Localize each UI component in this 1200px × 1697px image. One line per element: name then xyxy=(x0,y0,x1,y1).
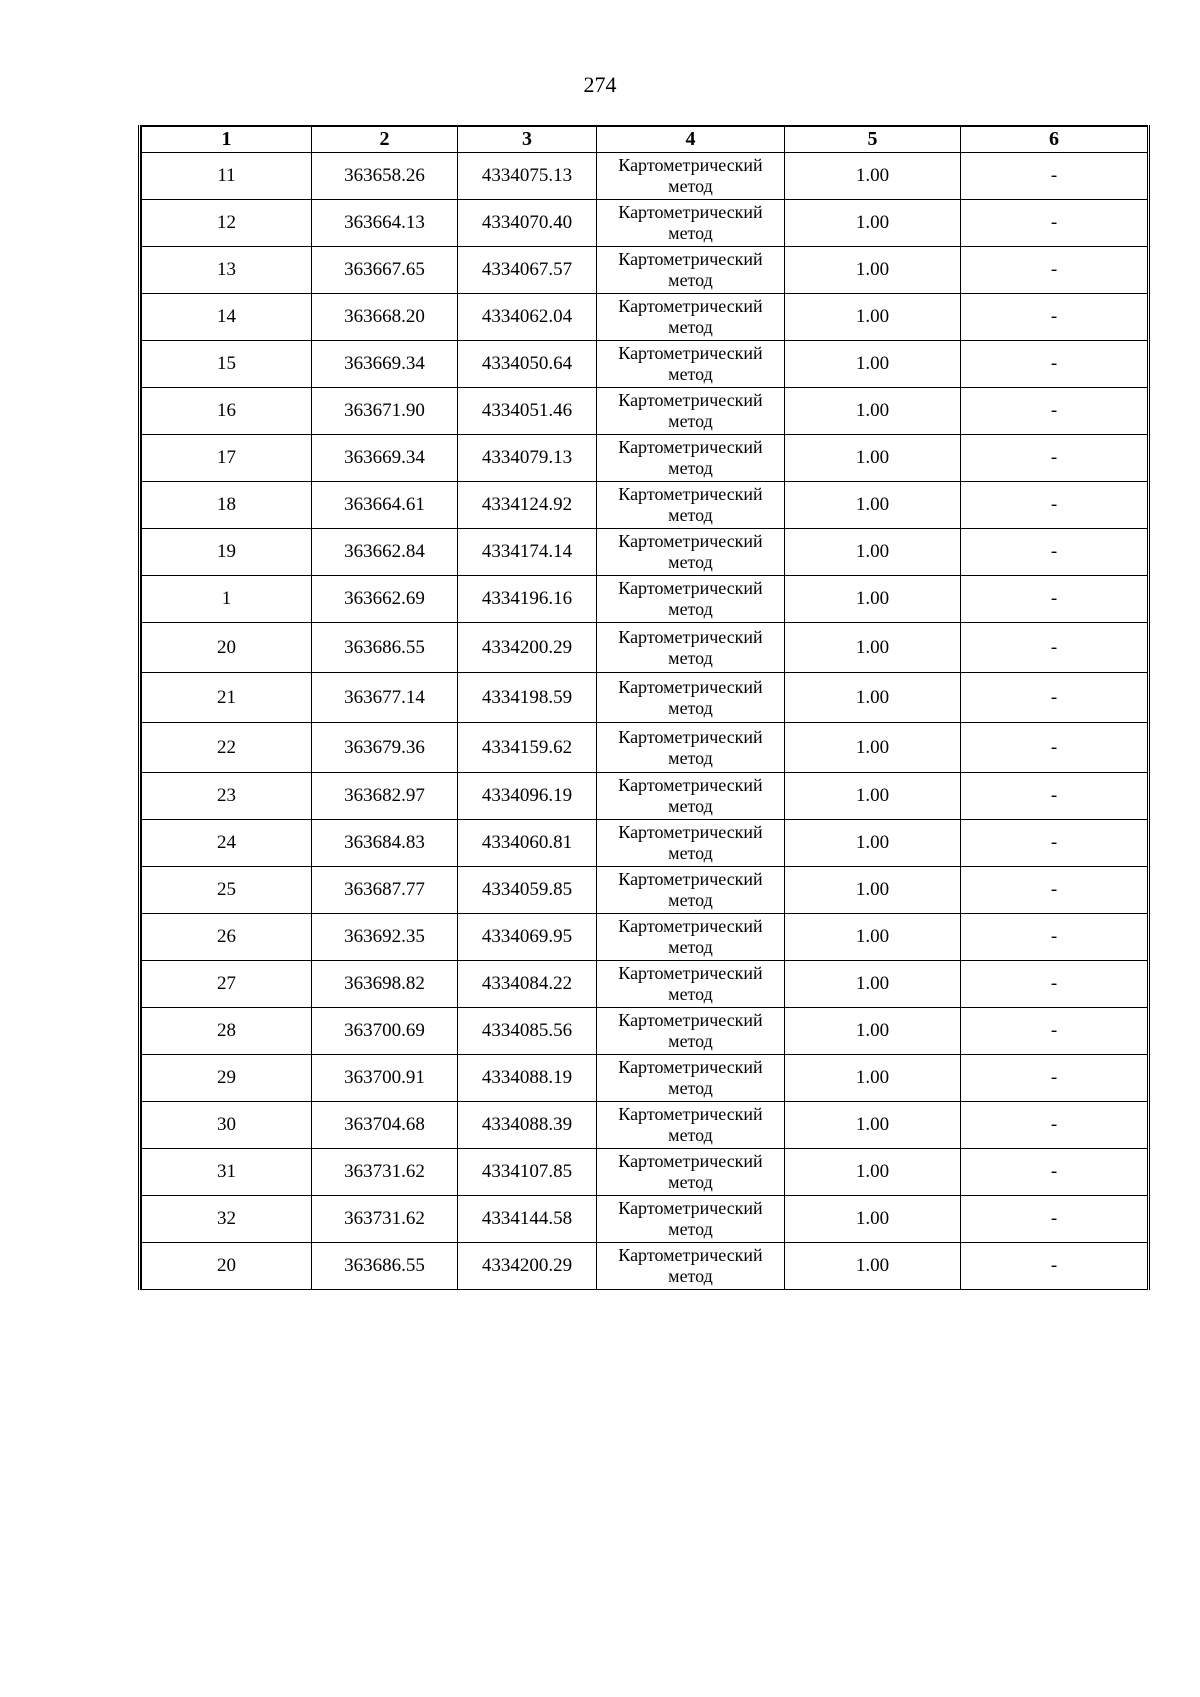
x-coordinate-cell: 363698.82 xyxy=(312,961,458,1008)
note-cell: - xyxy=(961,482,1148,529)
method-text-line: метод xyxy=(668,458,713,478)
column-header-5: 5 xyxy=(785,126,961,153)
point-number-cell: 20 xyxy=(142,1243,312,1290)
note-cell: - xyxy=(961,576,1148,623)
method-text-line: метод xyxy=(668,364,713,384)
method-text-line: Картометрический xyxy=(618,1057,763,1077)
table-row xyxy=(142,482,1148,529)
y-coordinate-cell: 4334088.39 xyxy=(458,1102,597,1149)
page-number: 274 xyxy=(583,72,617,97)
method-text-line: Картометрический xyxy=(618,202,763,222)
accuracy-cell: 1.00 xyxy=(785,673,961,723)
x-coordinate-cell: 363731.62 xyxy=(312,1196,458,1243)
y-coordinate-cell: 4334079.13 xyxy=(458,435,597,482)
accuracy-cell: 1.00 xyxy=(785,1055,961,1102)
note-cell: - xyxy=(961,1243,1148,1290)
coordinates-table xyxy=(141,125,1148,1290)
point-number-cell: 18 xyxy=(142,482,312,529)
accuracy-cell: 1.00 xyxy=(785,576,961,623)
point-number-cell: 28 xyxy=(142,1008,312,1055)
column-header-3: 3 xyxy=(458,126,597,153)
method-text-line: метод xyxy=(668,984,713,1004)
note-cell: - xyxy=(961,867,1148,914)
y-coordinate-cell: 4334196.16 xyxy=(458,576,597,623)
table-row xyxy=(142,153,1148,200)
x-coordinate-cell: 363669.34 xyxy=(312,341,458,388)
x-coordinate-cell: 363704.68 xyxy=(312,1102,458,1149)
x-coordinate-cell: 363662.69 xyxy=(312,576,458,623)
column-header-1: 1 xyxy=(142,126,312,153)
x-coordinate-cell: 363692.35 xyxy=(312,914,458,961)
method-text-line: Картометрический xyxy=(618,1010,763,1030)
method-text-line: метод xyxy=(668,843,713,863)
table-row xyxy=(142,1149,1148,1196)
point-number-cell: 15 xyxy=(142,341,312,388)
x-coordinate-cell: 363668.20 xyxy=(312,294,458,341)
method-text-line: Картометрический xyxy=(618,1151,763,1171)
method-cell xyxy=(597,820,785,867)
method-text-line: метод xyxy=(668,505,713,525)
point-number-cell: 26 xyxy=(142,914,312,961)
accuracy-cell: 1.00 xyxy=(785,1243,961,1290)
accuracy-cell: 1.00 xyxy=(785,482,961,529)
column-header-6: 6 xyxy=(961,126,1148,153)
accuracy-cell: 1.00 xyxy=(785,867,961,914)
x-coordinate-cell: 363671.90 xyxy=(312,388,458,435)
method-text-line: метод xyxy=(668,317,713,337)
method-text-line: метод xyxy=(668,1078,713,1098)
method-text-line: Картометрический xyxy=(618,249,763,269)
y-coordinate-cell: 4334200.29 xyxy=(458,623,597,673)
method-text-line: Картометрический xyxy=(618,916,763,936)
point-number-cell: 12 xyxy=(142,200,312,247)
method-text-line: Картометрический xyxy=(618,1245,763,1265)
note-cell: - xyxy=(961,247,1148,294)
table-row xyxy=(142,914,1148,961)
table-row xyxy=(142,1008,1148,1055)
y-coordinate-cell: 4334174.14 xyxy=(458,529,597,576)
accuracy-cell: 1.00 xyxy=(785,773,961,820)
x-coordinate-cell: 363669.34 xyxy=(312,435,458,482)
table-body xyxy=(142,153,1148,1290)
method-cell xyxy=(597,388,785,435)
point-number-cell: 14 xyxy=(142,294,312,341)
x-coordinate-cell: 363700.69 xyxy=(312,1008,458,1055)
method-text-line: метод xyxy=(668,1031,713,1051)
note-cell: - xyxy=(961,435,1148,482)
y-coordinate-cell: 4334051.46 xyxy=(458,388,597,435)
method-cell xyxy=(597,961,785,1008)
point-number-cell: 22 xyxy=(142,723,312,773)
point-number-cell: 21 xyxy=(142,673,312,723)
table-row xyxy=(142,435,1148,482)
method-text-line: метод xyxy=(668,890,713,910)
method-text-line: метод xyxy=(668,747,713,768)
point-number-cell: 27 xyxy=(142,961,312,1008)
y-coordinate-cell: 4334096.19 xyxy=(458,773,597,820)
x-coordinate-cell: 363658.26 xyxy=(312,153,458,200)
method-text-line: Картометрический xyxy=(618,822,763,842)
x-coordinate-cell: 363687.77 xyxy=(312,867,458,914)
x-coordinate-cell: 363682.97 xyxy=(312,773,458,820)
x-coordinate-cell: 363686.55 xyxy=(312,623,458,673)
method-text-line: Картометрический xyxy=(618,343,763,363)
y-coordinate-cell: 4334107.85 xyxy=(458,1149,597,1196)
accuracy-cell: 1.00 xyxy=(785,961,961,1008)
table-row xyxy=(142,1196,1148,1243)
point-number-cell: 1 xyxy=(142,576,312,623)
method-cell xyxy=(597,673,785,723)
x-coordinate-cell: 363662.84 xyxy=(312,529,458,576)
note-cell: - xyxy=(961,961,1148,1008)
x-coordinate-cell: 363684.83 xyxy=(312,820,458,867)
note-cell: - xyxy=(961,1008,1148,1055)
y-coordinate-cell: 4334060.81 xyxy=(458,820,597,867)
y-coordinate-cell: 4334144.58 xyxy=(458,1196,597,1243)
y-coordinate-cell: 4334124.92 xyxy=(458,482,597,529)
y-coordinate-cell: 4334198.59 xyxy=(458,673,597,723)
method-text-line: метод xyxy=(668,1266,713,1286)
method-cell xyxy=(597,623,785,673)
note-cell: - xyxy=(961,820,1148,867)
method-cell xyxy=(597,153,785,200)
method-text-line: метод xyxy=(668,1125,713,1145)
note-cell: - xyxy=(961,623,1148,673)
accuracy-cell: 1.00 xyxy=(785,435,961,482)
x-coordinate-cell: 363667.65 xyxy=(312,247,458,294)
note-cell: - xyxy=(961,1149,1148,1196)
method-cell xyxy=(597,1196,785,1243)
x-coordinate-cell: 363686.55 xyxy=(312,1243,458,1290)
method-text-line: метод xyxy=(668,223,713,243)
point-number-cell: 13 xyxy=(142,247,312,294)
column-header-2: 2 xyxy=(312,126,458,153)
x-coordinate-cell: 363664.61 xyxy=(312,482,458,529)
method-text-line: Картометрический xyxy=(618,963,763,983)
note-cell: - xyxy=(961,773,1148,820)
x-coordinate-cell: 363679.36 xyxy=(312,723,458,773)
table-row xyxy=(142,388,1148,435)
method-cell xyxy=(597,247,785,294)
point-number-cell: 24 xyxy=(142,820,312,867)
accuracy-cell: 1.00 xyxy=(785,1008,961,1055)
note-cell: - xyxy=(961,200,1148,247)
y-coordinate-cell: 4334084.22 xyxy=(458,961,597,1008)
y-coordinate-cell: 4334159.62 xyxy=(458,723,597,773)
accuracy-cell: 1.00 xyxy=(785,914,961,961)
y-coordinate-cell: 4334070.40 xyxy=(458,200,597,247)
method-text-line: метод xyxy=(668,552,713,572)
method-cell xyxy=(597,1008,785,1055)
y-coordinate-cell: 4334088.19 xyxy=(458,1055,597,1102)
point-number-cell: 31 xyxy=(142,1149,312,1196)
method-text-line: метод xyxy=(668,176,713,196)
note-cell: - xyxy=(961,1055,1148,1102)
table-row xyxy=(142,820,1148,867)
table-row xyxy=(142,341,1148,388)
table-row xyxy=(142,200,1148,247)
method-text-line: Картометрический xyxy=(618,155,763,175)
point-number-cell: 19 xyxy=(142,529,312,576)
method-cell xyxy=(597,576,785,623)
accuracy-cell: 1.00 xyxy=(785,1102,961,1149)
method-cell xyxy=(597,341,785,388)
accuracy-cell: 1.00 xyxy=(785,723,961,773)
column-header-4: 4 xyxy=(597,126,785,153)
method-cell xyxy=(597,1149,785,1196)
method-cell xyxy=(597,482,785,529)
accuracy-cell: 1.00 xyxy=(785,1196,961,1243)
method-cell xyxy=(597,294,785,341)
method-text-line: Картометрический xyxy=(618,390,763,410)
point-number-cell: 32 xyxy=(142,1196,312,1243)
method-text-line: Картометрический xyxy=(618,578,763,598)
method-cell xyxy=(597,435,785,482)
method-cell xyxy=(597,1102,785,1149)
point-number-cell: 23 xyxy=(142,773,312,820)
accuracy-cell: 1.00 xyxy=(785,294,961,341)
y-coordinate-cell: 4334062.04 xyxy=(458,294,597,341)
table-row xyxy=(142,867,1148,914)
x-coordinate-cell: 363700.91 xyxy=(312,1055,458,1102)
note-cell: - xyxy=(961,529,1148,576)
table-row xyxy=(142,961,1148,1008)
table-row xyxy=(142,673,1148,723)
method-text-line: метод xyxy=(668,411,713,431)
table-row xyxy=(142,723,1148,773)
y-coordinate-cell: 4334069.95 xyxy=(458,914,597,961)
y-coordinate-cell: 4334200.29 xyxy=(458,1243,597,1290)
note-cell: - xyxy=(961,341,1148,388)
accuracy-cell: 1.00 xyxy=(785,529,961,576)
note-cell: - xyxy=(961,153,1148,200)
method-text-line: метод xyxy=(668,647,713,668)
method-text-line: метод xyxy=(668,796,713,816)
coordinates-table-wrapper xyxy=(138,125,1150,1290)
note-cell: - xyxy=(961,1102,1148,1149)
table-row xyxy=(142,623,1148,673)
note-cell: - xyxy=(961,723,1148,773)
method-text-line: Картометрический xyxy=(618,676,763,697)
table-row xyxy=(142,576,1148,623)
note-cell: - xyxy=(961,294,1148,341)
method-text-line: Картометрический xyxy=(618,1198,763,1218)
table-row xyxy=(142,773,1148,820)
method-cell xyxy=(597,867,785,914)
accuracy-cell: 1.00 xyxy=(785,1149,961,1196)
method-text-line: метод xyxy=(668,599,713,619)
table-row xyxy=(142,1055,1148,1102)
note-cell: - xyxy=(961,1196,1148,1243)
method-cell xyxy=(597,1243,785,1290)
point-number-cell: 29 xyxy=(142,1055,312,1102)
note-cell: - xyxy=(961,673,1148,723)
accuracy-cell: 1.00 xyxy=(785,341,961,388)
accuracy-cell: 1.00 xyxy=(785,820,961,867)
point-number-cell: 16 xyxy=(142,388,312,435)
table-row xyxy=(142,1243,1148,1290)
method-text-line: метод xyxy=(668,270,713,290)
y-coordinate-cell: 4334085.56 xyxy=(458,1008,597,1055)
method-text-line: метод xyxy=(668,1219,713,1239)
table-header-row xyxy=(142,126,1148,153)
method-cell xyxy=(597,723,785,773)
y-coordinate-cell: 4334067.57 xyxy=(458,247,597,294)
method-text-line: Картометрический xyxy=(618,437,763,457)
accuracy-cell: 1.00 xyxy=(785,623,961,673)
method-text-line: метод xyxy=(668,1172,713,1192)
point-number-cell: 25 xyxy=(142,867,312,914)
method-text-line: Картометрический xyxy=(618,869,763,889)
method-text-line: Картометрический xyxy=(618,484,763,504)
y-coordinate-cell: 4334050.64 xyxy=(458,341,597,388)
accuracy-cell: 1.00 xyxy=(785,153,961,200)
table-row xyxy=(142,294,1148,341)
point-number-cell: 11 xyxy=(142,153,312,200)
x-coordinate-cell: 363664.13 xyxy=(312,200,458,247)
method-text-line: Картометрический xyxy=(618,531,763,551)
method-cell xyxy=(597,200,785,247)
method-text-line: метод xyxy=(668,937,713,957)
point-number-cell: 20 xyxy=(142,623,312,673)
accuracy-cell: 1.00 xyxy=(785,388,961,435)
method-cell xyxy=(597,914,785,961)
note-cell: - xyxy=(961,914,1148,961)
x-coordinate-cell: 363731.62 xyxy=(312,1149,458,1196)
y-coordinate-cell: 4334059.85 xyxy=(458,867,597,914)
method-cell xyxy=(597,773,785,820)
point-number-cell: 30 xyxy=(142,1102,312,1149)
table-row xyxy=(142,1102,1148,1149)
accuracy-cell: 1.00 xyxy=(785,247,961,294)
accuracy-cell: 1.00 xyxy=(785,200,961,247)
x-coordinate-cell: 363677.14 xyxy=(312,673,458,723)
method-cell xyxy=(597,1055,785,1102)
method-cell xyxy=(597,529,785,576)
method-text-line: Картометрический xyxy=(618,726,763,747)
method-text-line: Картометрический xyxy=(618,1104,763,1124)
method-text-line: метод xyxy=(668,697,713,718)
point-number-cell: 17 xyxy=(142,435,312,482)
y-coordinate-cell: 4334075.13 xyxy=(458,153,597,200)
table-row xyxy=(142,247,1148,294)
note-cell: - xyxy=(961,388,1148,435)
method-text-line: Картометрический xyxy=(618,296,763,316)
method-text-line: Картометрический xyxy=(618,775,763,795)
table-row xyxy=(142,529,1148,576)
method-text-line: Картометрический xyxy=(618,626,763,647)
